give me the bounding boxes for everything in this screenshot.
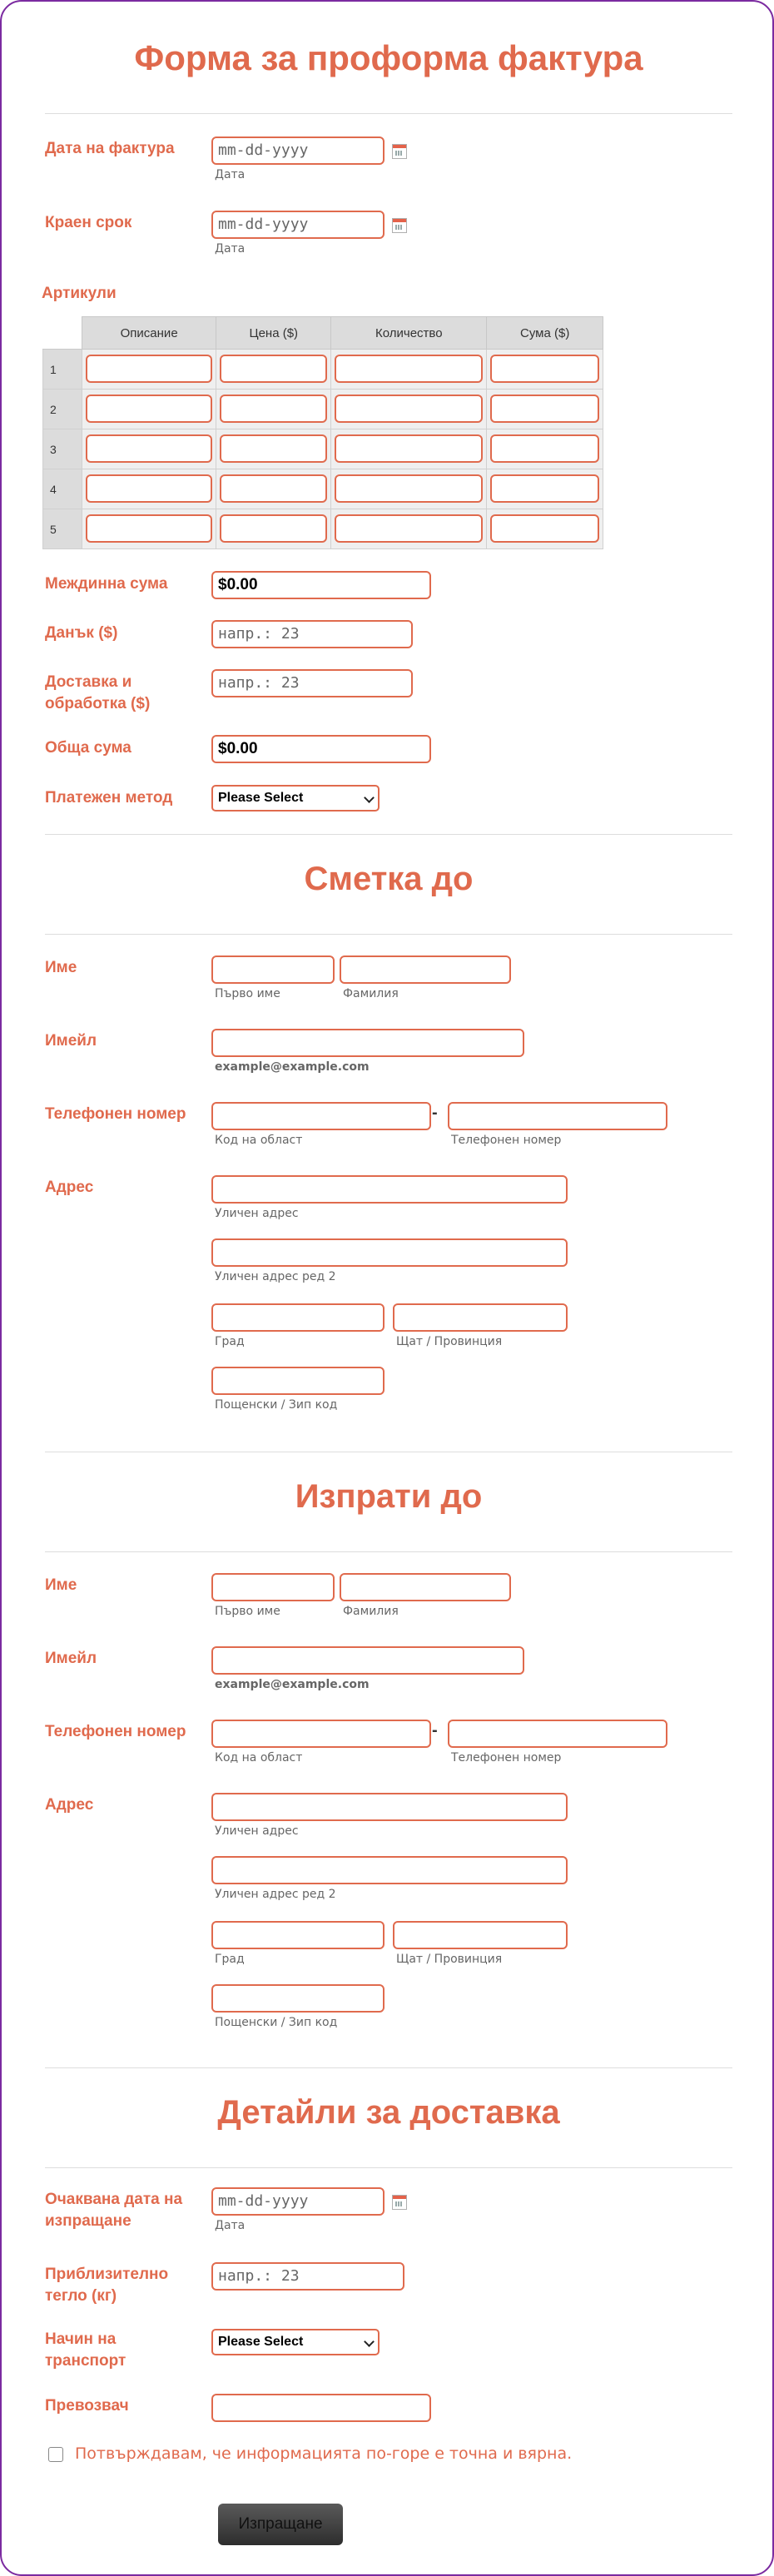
- transport-label: [45, 2329, 126, 2372]
- total-input[interactable]: $0.00: [211, 735, 431, 763]
- row-number: 4: [43, 469, 82, 509]
- transport-select-value: Please Select: [218, 2335, 304, 2349]
- row-number: 2: [43, 390, 82, 429]
- table-row: [43, 469, 603, 509]
- amount-input[interactable]: [490, 514, 599, 543]
- bill-area-code-input[interactable]: [211, 1102, 431, 1130]
- col-quantity: Количество: [331, 317, 487, 350]
- ship-phone-label: Телефонен номер: [45, 1723, 186, 1740]
- quantity-input[interactable]: [335, 514, 483, 543]
- bill-city-sub: Град: [215, 1335, 245, 1348]
- calendar-icon[interactable]: [392, 2195, 407, 2210]
- submit-button[interactable]: Изпращане: [218, 2504, 343, 2545]
- calendar-icon[interactable]: [392, 144, 407, 159]
- bill-street-input[interactable]: [211, 1175, 568, 1204]
- cell: [216, 469, 331, 509]
- ship-last-name-sub: Фамилия: [343, 1605, 399, 1618]
- invoice-date-label: Дата на фактура: [45, 140, 175, 157]
- confirm-label[interactable]: Потвърждавам, че информацията по-горе е точна и вярна.: [75, 2444, 573, 2463]
- ship-area-code-input[interactable]: [211, 1720, 431, 1748]
- divider: [45, 934, 732, 935]
- subtotal-input[interactable]: $0.00: [211, 571, 431, 599]
- invoice-date-input[interactable]: mm-dd-yyyy: [211, 136, 385, 165]
- bill-first-name-sub: Първо име: [215, 987, 280, 1000]
- transport-label-line1: Начин на: [45, 2330, 117, 2348]
- form-title: Форма за проформа фактура: [134, 38, 643, 77]
- bill-phone-label: Телефонен номер: [45, 1105, 186, 1123]
- cell: [331, 429, 487, 469]
- ship-phone-sub: Телефонен номер: [451, 1751, 562, 1764]
- cell: [216, 350, 331, 390]
- bill-zip-input[interactable]: [211, 1367, 385, 1395]
- cell: [82, 509, 216, 549]
- cell: [487, 390, 603, 429]
- bill-phone-sub: Телефонен номер: [451, 1134, 562, 1147]
- ship-email-label: Имейл: [45, 1650, 97, 1667]
- ship-street-input[interactable]: [211, 1793, 568, 1821]
- corner-cell: [43, 317, 82, 350]
- ship-to-title-row: [45, 1478, 732, 1516]
- shipping-label: [45, 672, 150, 715]
- row-number: 3: [43, 429, 82, 469]
- divider: [45, 1551, 732, 1552]
- description-input[interactable]: [86, 514, 212, 543]
- cell: [487, 429, 603, 469]
- cell: [487, 469, 603, 509]
- weight-input[interactable]: напр.: 23: [211, 2262, 404, 2291]
- ship-first-name-input[interactable]: [211, 1573, 335, 1601]
- phone-dash: -: [432, 1721, 438, 1740]
- divider: [45, 834, 732, 835]
- due-date-input[interactable]: mm-dd-yyyy: [211, 211, 385, 239]
- ship-date-label-line1: Очаквана дата на: [45, 2191, 183, 2208]
- bill-street2-input[interactable]: [211, 1238, 568, 1267]
- price-input[interactable]: [220, 355, 327, 383]
- cell: [487, 509, 603, 549]
- cell: [331, 390, 487, 429]
- quantity-input[interactable]: [335, 474, 483, 503]
- ship-city-input[interactable]: [211, 1921, 385, 1949]
- cell: [331, 469, 487, 509]
- bill-city-input[interactable]: [211, 1303, 385, 1332]
- bill-last-name-sub: Фамилия: [343, 987, 399, 1000]
- carrier-row: [45, 2394, 732, 2427]
- description-input[interactable]: [86, 355, 212, 383]
- cell: [331, 350, 487, 390]
- shipping-label-line2: обработка ($): [45, 695, 151, 712]
- quantity-input[interactable]: [335, 355, 483, 383]
- ship-first-name-sub: Първо име: [215, 1605, 280, 1618]
- price-input[interactable]: [220, 434, 327, 463]
- ship-date-sub: Дата: [215, 2219, 246, 2232]
- bill-address-row: [45, 1175, 732, 1417]
- ship-phone-row: [45, 1720, 732, 1769]
- bill-first-name-input[interactable]: [211, 955, 335, 984]
- delivery-title: Детайли за доставка: [217, 2094, 560, 2131]
- invoice-date-row: [45, 136, 732, 186]
- due-date-sub: Дата: [215, 242, 246, 256]
- ship-area-code-sub: Код на област: [215, 1751, 303, 1764]
- weight-row: [45, 2262, 732, 2312]
- bill-phone-input[interactable]: [448, 1102, 667, 1130]
- payment-label: Платежен метод: [45, 789, 173, 807]
- cell: [82, 390, 216, 429]
- bill-to-title-row: [45, 861, 732, 898]
- payment-select[interactable]: [211, 785, 380, 812]
- payment-select-value: Please Select: [218, 791, 304, 805]
- quantity-input[interactable]: [335, 395, 483, 423]
- total-row: [45, 735, 732, 768]
- phone-dash: -: [432, 1104, 438, 1122]
- col-price: Цена ($): [216, 317, 331, 350]
- items-header-row: [43, 317, 603, 350]
- bill-state-input[interactable]: [393, 1303, 568, 1332]
- bill-area-code-sub: Код на област: [215, 1134, 303, 1147]
- items-table: [42, 316, 603, 549]
- cell: [216, 509, 331, 549]
- bill-email-input[interactable]: [211, 1029, 524, 1057]
- chevron-down-icon: [364, 2336, 375, 2347]
- cell: [82, 429, 216, 469]
- ship-email-sub: example@example.com: [215, 1678, 370, 1691]
- ship-name-row: [45, 1573, 732, 1623]
- ship-state-input[interactable]: [393, 1921, 568, 1949]
- shipping-input[interactable]: напр.: 23: [211, 669, 413, 697]
- confirm-row: [45, 2444, 732, 2469]
- due-date-row: [45, 211, 732, 261]
- carrier-input[interactable]: [211, 2394, 431, 2422]
- bill-zip-sub: Пощенски / Зип код: [215, 1398, 338, 1412]
- divider: [45, 2067, 732, 2068]
- cell: [487, 350, 603, 390]
- row-number: 1: [43, 350, 82, 390]
- transport-label-line2: транспорт: [45, 2352, 127, 2370]
- ship-state-sub: Щат / Провинция: [396, 1953, 503, 1966]
- weight-label: [45, 2264, 168, 2307]
- amount-input[interactable]: [490, 474, 599, 503]
- ship-email-row: [45, 1646, 732, 1696]
- ship-date-input[interactable]: mm-dd-yyyy: [211, 2187, 385, 2216]
- delivery-title-row: [45, 2094, 732, 2132]
- ship-date-label: [45, 2189, 182, 2232]
- form-title-row: [45, 38, 732, 78]
- items-label: Артикули: [42, 285, 117, 302]
- ship-street2-input[interactable]: [211, 1856, 568, 1884]
- col-description: Описание: [82, 317, 216, 350]
- amount-input[interactable]: [490, 434, 599, 463]
- tax-input[interactable]: напр.: 23: [211, 620, 413, 648]
- bill-email-sub: example@example.com: [215, 1060, 370, 1074]
- ship-date-label-line2: изпращане: [45, 2212, 131, 2230]
- bill-email-row: [45, 1029, 732, 1079]
- bill-email-label: Имейл: [45, 1032, 97, 1050]
- cell: [82, 350, 216, 390]
- subtotal-row: [45, 571, 732, 604]
- description-input[interactable]: [86, 395, 212, 423]
- ship-zip-input[interactable]: [211, 1984, 385, 2013]
- bill-address-label: Адрес: [45, 1179, 94, 1196]
- col-amount: Сума ($): [487, 317, 603, 350]
- ship-email-input[interactable]: [211, 1646, 524, 1675]
- ship-date-row: [45, 2187, 732, 2237]
- tax-label: Данък ($): [45, 624, 118, 642]
- bill-last-name-input[interactable]: [340, 955, 511, 984]
- price-input[interactable]: [220, 474, 327, 503]
- calendar-icon[interactable]: [392, 218, 407, 233]
- cell: [216, 390, 331, 429]
- chevron-down-icon: [364, 792, 375, 803]
- cell: [82, 469, 216, 509]
- amount-input[interactable]: [490, 355, 599, 383]
- divider: [45, 2167, 732, 2168]
- carrier-label: Превозвач: [45, 2397, 129, 2415]
- confirm-checkbox[interactable]: [48, 2447, 63, 2462]
- table-row: [43, 509, 603, 549]
- ship-address-label: Адрес: [45, 1796, 94, 1814]
- transport-select[interactable]: [211, 2329, 380, 2355]
- cell: [331, 509, 487, 549]
- table-row: [43, 350, 603, 390]
- invoice-date-sub: Дата: [215, 168, 246, 181]
- bill-street2-sub: Уличен адрес ред 2: [215, 1270, 336, 1283]
- ship-phone-input[interactable]: [448, 1720, 667, 1748]
- transport-row: [45, 2329, 732, 2379]
- description-input[interactable]: [86, 434, 212, 463]
- bill-phone-row: [45, 1102, 732, 1152]
- description-input[interactable]: [86, 474, 212, 503]
- subtotal-label: Междинна сума: [45, 575, 168, 593]
- row-number: 5: [43, 509, 82, 549]
- ship-street2-sub: Уличен адрес ред 2: [215, 1888, 336, 1901]
- bill-to-title: Сметка до: [304, 861, 474, 897]
- cell: [216, 429, 331, 469]
- quantity-input[interactable]: [335, 434, 483, 463]
- price-input[interactable]: [220, 514, 327, 543]
- shipping-label-line1: Доставка и: [45, 673, 132, 691]
- ship-to-title: Изпрати до: [295, 1478, 483, 1515]
- shipping-row: [45, 669, 732, 719]
- bill-name-row: [45, 955, 732, 1005]
- bill-name-label: Име: [45, 959, 77, 976]
- payment-row: [45, 785, 732, 818]
- ship-address-row: [45, 1793, 732, 2034]
- ship-name-label: Име: [45, 1576, 77, 1594]
- due-date-label: Краен срок: [45, 214, 132, 231]
- bill-state-sub: Щат / Провинция: [396, 1335, 503, 1348]
- weight-label-line2: тегло (кг): [45, 2287, 117, 2305]
- table-row: [43, 429, 603, 469]
- bill-street-sub: Уличен адрес: [215, 1207, 299, 1220]
- price-input[interactable]: [220, 395, 327, 423]
- ship-street-sub: Уличен адрес: [215, 1824, 299, 1838]
- ship-zip-sub: Пощенски / Зип код: [215, 2016, 338, 2029]
- ship-last-name-input[interactable]: [340, 1573, 511, 1601]
- amount-input[interactable]: [490, 395, 599, 423]
- weight-label-line1: Приблизително: [45, 2266, 169, 2283]
- ship-city-sub: Град: [215, 1953, 245, 1966]
- divider: [45, 113, 732, 114]
- total-label: Обща сума: [45, 739, 131, 757]
- tax-row: [45, 620, 732, 653]
- table-row: [43, 390, 603, 429]
